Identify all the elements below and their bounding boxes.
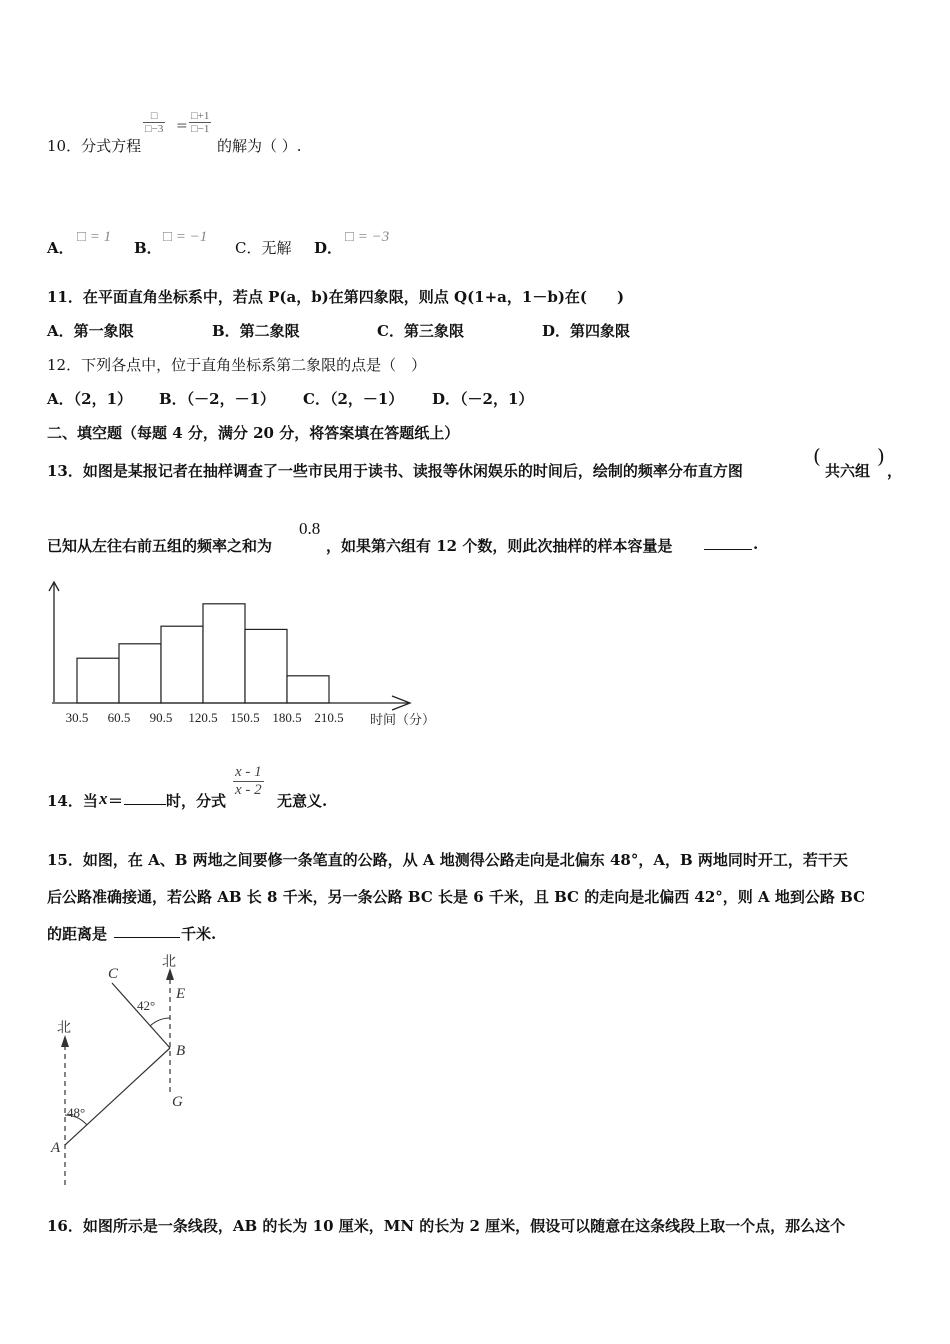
q13-open-paren: (: [813, 444, 821, 468]
histogram-x-tick-label: 120.5: [188, 710, 218, 725]
q10-prefix: 10．分式方程: [47, 137, 142, 155]
q14-fraction: [233, 764, 264, 799]
q10-frac-right-den: □−1: [191, 123, 210, 135]
label-g: G: [172, 1094, 183, 1110]
label-e: E: [176, 986, 186, 1002]
histogram-x-tick-label: 30.5: [65, 710, 89, 725]
q13-value: 0.8: [299, 519, 321, 538]
q14-frac-num: x - 1: [235, 764, 262, 780]
q13-line2-b: ，如果第六组有 12 个数，则此次抽样的样本容量是: [326, 537, 673, 555]
q14-answer-blank[interactable]: [124, 790, 166, 809]
q15-line1: 15．如图，在 A、B 两地之间要修一条笔直的公路，从 A 地测得公路走向是北偏东 48°，A，B 两地同时开工，若干天: [47, 851, 848, 869]
q12-option-a: A．（2，1）: [47, 390, 133, 408]
q10-option-d-value: □ = −3: [345, 229, 390, 245]
q13-line1: 13．如图是某报记者在抽样调查了一些市民用于读书、读报等休闲娱乐的时间后，绘制的频率分布直方图: [47, 462, 743, 480]
q15-line3-a: 的距离是: [47, 925, 108, 943]
q13-comma: ，: [887, 462, 903, 480]
q14-suffix: 无意义.: [277, 792, 328, 810]
frequency-histogram: [40, 578, 460, 738]
q12-text: 12．下列各点中，位于直角坐标系第二象限的点是（ ）: [47, 356, 427, 374]
q10-option-a-label: A．: [47, 239, 74, 257]
q13-answer-blank[interactable]: [704, 535, 752, 554]
q10-fraction-left: [143, 110, 165, 135]
q10-option-c: C．无解: [235, 239, 292, 257]
q15-answer-blank[interactable]: [114, 923, 180, 942]
q10-fraction-right: [189, 110, 211, 135]
q10-option-a-value: □ = 1: [77, 229, 112, 245]
histogram-x-tick-label: 90.5: [149, 710, 173, 725]
histogram-x-tick-label: 210.5: [314, 710, 344, 725]
q14-prefix: 14．当: [47, 792, 98, 810]
angle-label-a: 48°: [67, 1105, 86, 1120]
q10-frac-right-num: □+1: [191, 110, 210, 122]
q10-option-d-label: D．: [314, 239, 343, 257]
label-a: A: [51, 1140, 61, 1156]
label-b: B: [176, 1043, 186, 1059]
north-label-b: 北: [162, 955, 176, 970]
histogram-bar: [119, 644, 161, 703]
q13-paren-text: 共六组: [825, 462, 871, 480]
bearing-figure: [40, 950, 210, 1190]
q10-frac-left-den: □−3: [145, 123, 164, 135]
north-label-a: 北: [57, 1021, 71, 1036]
histogram-x-tick-label: 60.5: [107, 710, 131, 725]
q13-line2-a: 已知从左往右前五组的频率之和为: [47, 537, 273, 555]
q10-equals: =: [176, 118, 188, 134]
q16-text: 16．如图所示是一条线段，AB 的长为 10 厘米，MN 的长为 2 厘米，假设可以随意在这条线段上取一个点，那么这个: [47, 1217, 846, 1235]
section-heading: 二、填空题（每题 4 分，满分 20 分，将答案填在答题纸上）: [47, 424, 460, 442]
label-c: C: [108, 966, 119, 982]
angle-arc-b: [150, 1018, 170, 1026]
q10-option-b-label: B．: [134, 239, 162, 257]
histogram-x-tick-label: 150.5: [230, 710, 260, 725]
histogram-bar: [161, 626, 203, 703]
histogram-x-tick-label: 180.5: [272, 710, 302, 725]
q11-option-b: B．第二象限: [212, 322, 300, 340]
q10-suffix: 的解为（ ）.: [217, 137, 302, 155]
q12-option-d: D．（－2，1）: [432, 390, 534, 408]
q12-option-b: B．（－2，－1）: [159, 390, 276, 408]
q14-mid: 时，分式: [166, 792, 227, 810]
q14-var: x: [99, 789, 108, 808]
histogram-bar: [77, 658, 119, 703]
histogram-bar: [287, 676, 329, 703]
histogram-bar: [245, 629, 287, 703]
angle-label-b: 42°: [137, 998, 156, 1013]
histogram-bar: [203, 604, 245, 703]
q15-line3-b: 千米.: [181, 925, 217, 943]
north-arrow-a: [61, 1035, 69, 1047]
segment-ab: [65, 1048, 170, 1145]
q14-frac-den: x - 2: [235, 782, 262, 798]
q14-eq: ＝: [108, 792, 124, 810]
segment-bc: [112, 983, 170, 1048]
q11-text: 11．在平面直角坐标系中，若点 P(a，b)在第四象限，则点 Q(1+a，1－b)在( ): [47, 288, 625, 306]
q10-frac-left-num: □: [143, 110, 165, 123]
q10-option-b-value: □ = −1: [163, 229, 208, 245]
histogram-x-label: 时间（分）: [370, 712, 436, 727]
q11-option-a: A．第一象限: [47, 322, 134, 340]
q11-option-d: D．第四象限: [542, 322, 631, 340]
q12-option-c: C．（2，－1）: [303, 390, 404, 408]
q13-close-paren: ): [877, 444, 885, 468]
q15-line2: 后公路准确接通，若公路 AB 长 8 千米，另一条公路 BC 长是 6 千米，且 BC 的走向是北偏西 42°，则 A 地到公路 BC: [47, 888, 866, 906]
q11-option-c: C．第三象限: [377, 322, 464, 340]
q13-end-period: .: [753, 535, 759, 553]
